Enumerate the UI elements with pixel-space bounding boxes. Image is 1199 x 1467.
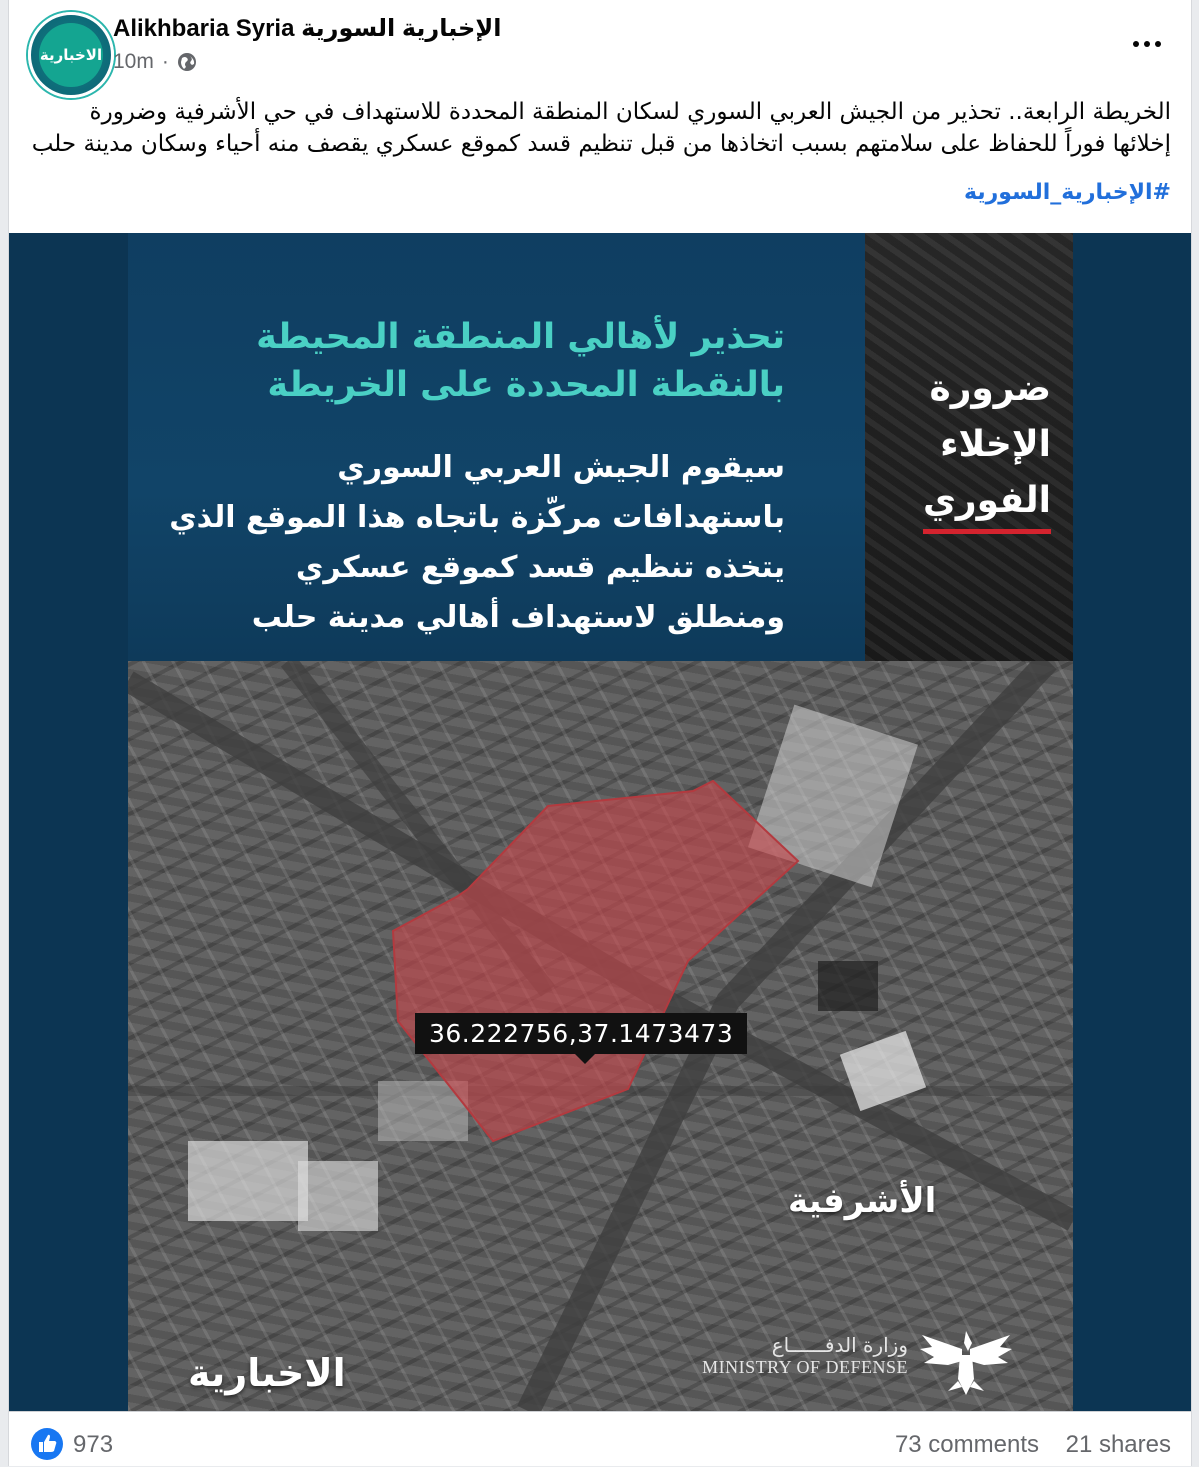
urgent-line-3: الفوري: [923, 473, 1051, 534]
avatar-logo: الاخبارية: [39, 23, 103, 87]
post-card: [8, 0, 1192, 1466]
coordinates-label: 36.222756,37.1473473: [415, 1013, 747, 1054]
post-time[interactable]: 10m: [113, 50, 154, 73]
post-meta: [113, 50, 197, 74]
urgent-line-1: ضرورة: [929, 368, 1051, 409]
poster: [128, 233, 1073, 1411]
evacuation-panel: [865, 233, 1073, 661]
like-count[interactable]: 973: [73, 1431, 114, 1458]
meta-separator: ·: [161, 50, 169, 73]
more-options-button[interactable]: [1125, 28, 1169, 60]
warning-panel: [128, 233, 865, 661]
reactions-bar: [9, 1411, 1191, 1467]
globe-icon: [177, 52, 197, 72]
district-label: الأشرفية: [788, 1181, 937, 1221]
page-avatar[interactable]: [28, 12, 114, 98]
post-text: الخريطة الرابعة.. تحذير من الجيش العربي السوري لسكان المنطقة المحددة للاستهداف في حي الأشرفية وضرورة إخلائها فوراً للحفاظ على سلامتهم بسبب اتخاذها من قبل تنظيم قسد كموقع عسكري يقصف منه أحياء وسكان مدينة حلب: [31, 99, 1171, 157]
warning-headline: تحذير لأهالي المنطقة المحيطة بالنقطة المحددة على الخريطة: [256, 317, 785, 405]
page-name-link[interactable]: Alikhbaria Syria الإخبارية السورية: [113, 15, 502, 42]
comments-count[interactable]: 73 comments: [894, 1431, 1039, 1458]
dot: [1144, 41, 1150, 47]
warning-subline: سيقوم الجيش العربي السوري باستهدافات مركّزة باتجاه هذا الموقع الذي يتخذه تنظيم قسد كموقع عسكري ومنطلق لاستهداف أهالي مدينة حلب: [169, 450, 785, 635]
hashtag-link[interactable]: #الإخبارية_السورية: [964, 180, 1171, 205]
like-icon[interactable]: [31, 1428, 63, 1460]
satellite-map: [128, 661, 1073, 1411]
shares-count[interactable]: 21 shares: [1065, 1431, 1171, 1458]
ministry-name-en: MINISTRY OF DEFENSE: [702, 1357, 908, 1377]
ministry-logo: [668, 1333, 908, 1378]
urgent-line-2: الإخلاء: [940, 424, 1051, 465]
dot: [1155, 41, 1161, 47]
ministry-name-ar: وزارة الدفــــــاع: [771, 1333, 908, 1357]
dot: [1133, 41, 1139, 47]
evacuation-text: [875, 361, 1051, 534]
brand-watermark: الاخبارية: [188, 1351, 346, 1395]
post-image[interactable]: [9, 233, 1191, 1411]
eagle-emblem-icon: [918, 1321, 1014, 1401]
